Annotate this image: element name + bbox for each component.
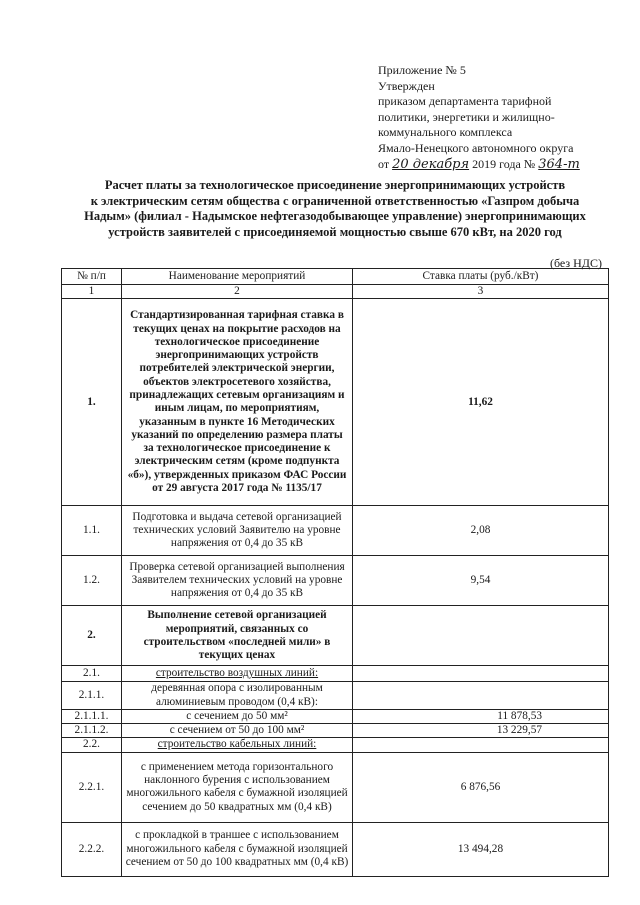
document-title (70, 178, 600, 240)
table-row (62, 606, 609, 666)
row-activity-name: строительство воздушных линий: (122, 666, 353, 682)
row-number: 2.1.1.2. (62, 724, 122, 738)
row-number: 2.1.1. (62, 682, 122, 710)
row-activity-name: Подготовка и выдача сетевой организацией технических условий Заявителю на уровне напряжения от 0,4 до 35 кВ (122, 506, 353, 556)
row-number: 1.2. (62, 556, 122, 606)
row-rate (353, 606, 609, 666)
row-activity-name: с сечением от 50 до 100 мм² (122, 724, 353, 738)
row-number: 1. (62, 299, 122, 506)
row-number: 2.2.2. (62, 822, 122, 876)
year-text: 2019 года № (472, 156, 536, 171)
handwritten-date: 20 декабря (392, 156, 470, 172)
row-rate: 6 876,56 (353, 752, 609, 822)
row-rate: 13 229,57 (353, 724, 609, 738)
row-number: 2.1.1.1. (62, 709, 122, 723)
row-activity-name: с сечением до 50 мм² (122, 709, 353, 723)
header-name: Наименование мероприятий (122, 269, 353, 285)
row-number: 2.1. (62, 666, 122, 682)
row-rate (353, 682, 609, 710)
table-row (62, 299, 609, 506)
column-number-row (62, 285, 609, 299)
approval-order-line-2: политики, энергетики и жилищно- (378, 109, 555, 124)
approved-label: Утвержден (378, 78, 435, 93)
table-row (62, 738, 609, 752)
approval-order-line-4: Ямало-Ненецкого автономного округа (378, 140, 574, 155)
table-row (62, 666, 609, 682)
table-row (62, 556, 609, 606)
row-rate (353, 666, 609, 682)
row-number: 1.1. (62, 506, 122, 556)
column-number-1: 1 (62, 285, 122, 299)
row-activity-name: Стандартизированная тарифная ставка в текущих ценах на покрытие расходов на технологическое присоединение энергопринимающих устройств потребителей электрической энергии, объектов электросетевого хозяйства, принадлежащих сетевым организациям и иным лицам, по мероприятиям, указанным в пункте 16 Методических указаний по определению размера платы за технологическое присоединение к электрическим сетям (кроме подпункта «б»), утвержденных приказом ФАС России от 29 августа 2017 года № 1135/17 (122, 299, 353, 506)
row-rate: 11,62 (353, 299, 609, 506)
appendix-number: Приложение № 5 (378, 63, 466, 77)
row-rate: 2,08 (353, 506, 609, 556)
row-rate: 11 878,53 (353, 709, 609, 723)
title-line-1: Расчет платы за технологическое присоединение энергопринимающих устройств (104, 178, 566, 192)
table-row (62, 506, 609, 556)
row-activity-name: строительство кабельных линий: (122, 738, 353, 752)
table-row (62, 709, 609, 723)
date-prefix: от (378, 156, 390, 171)
row-number: 2.2.1. (62, 752, 122, 822)
header-number: № п/п (62, 269, 122, 285)
row-activity-name: с применением метода горизонтального наклонного бурения с использованием многожильного кабеля с бумажной изоляцией сечением до 50 квадратных мм (0,4 кВ) (122, 752, 353, 822)
row-rate (353, 738, 609, 752)
row-activity-name: деревянная опора с изолированным алюминиевым проводом (0,4 кВ): (122, 682, 353, 710)
row-rate: 13 494,28 (353, 822, 609, 876)
row-activity-name: с прокладкой в траншее с использованием многожильного кабеля с бумажной изоляцией сечением от 50 до 100 квадратных мм (0,4 кВ) (122, 822, 353, 876)
handwritten-order-number: 364-т (538, 156, 580, 172)
table-row (62, 682, 609, 710)
header-rate: Ставка платы (руб./кВт) (353, 269, 609, 285)
title-line-3: Надым» (филиал - Надымское нефтегазодобывающее управление) энергопринимающих (84, 209, 586, 223)
row-rate: 9,54 (353, 556, 609, 606)
vat-note: (без НДС) (549, 256, 602, 270)
table-row (62, 822, 609, 876)
title-line-2: к электрическим сетям общества с ограниченной ответственностью «Газпром добыча (90, 193, 580, 208)
approval-date-line (378, 157, 628, 173)
table-row (62, 724, 609, 738)
row-number: 2.2. (62, 738, 122, 752)
approval-order-line-1: приказом департамента тарифной (378, 94, 552, 109)
approval-order-line-3: коммунального комплекса (378, 125, 513, 140)
tariff-table (61, 268, 609, 877)
approval-block (378, 63, 628, 172)
column-number-3: 3 (353, 285, 609, 299)
header-row (62, 269, 609, 285)
row-activity-name: Выполнение сетевой организацией мероприятий, связанных со строительством «последней мили» в текущих ценах (122, 606, 353, 666)
row-activity-name: Проверка сетевой организацией выполнения Заявителем технических условий на уровне напряжения от 0,4 до 35 кВ (122, 556, 353, 606)
row-number: 2. (62, 606, 122, 666)
column-number-2: 2 (122, 285, 353, 299)
title-line-4: устройств заявителей с присоединяемой мощностью свыше 670 кВт, на 2020 год (108, 224, 562, 239)
table-row (62, 752, 609, 822)
